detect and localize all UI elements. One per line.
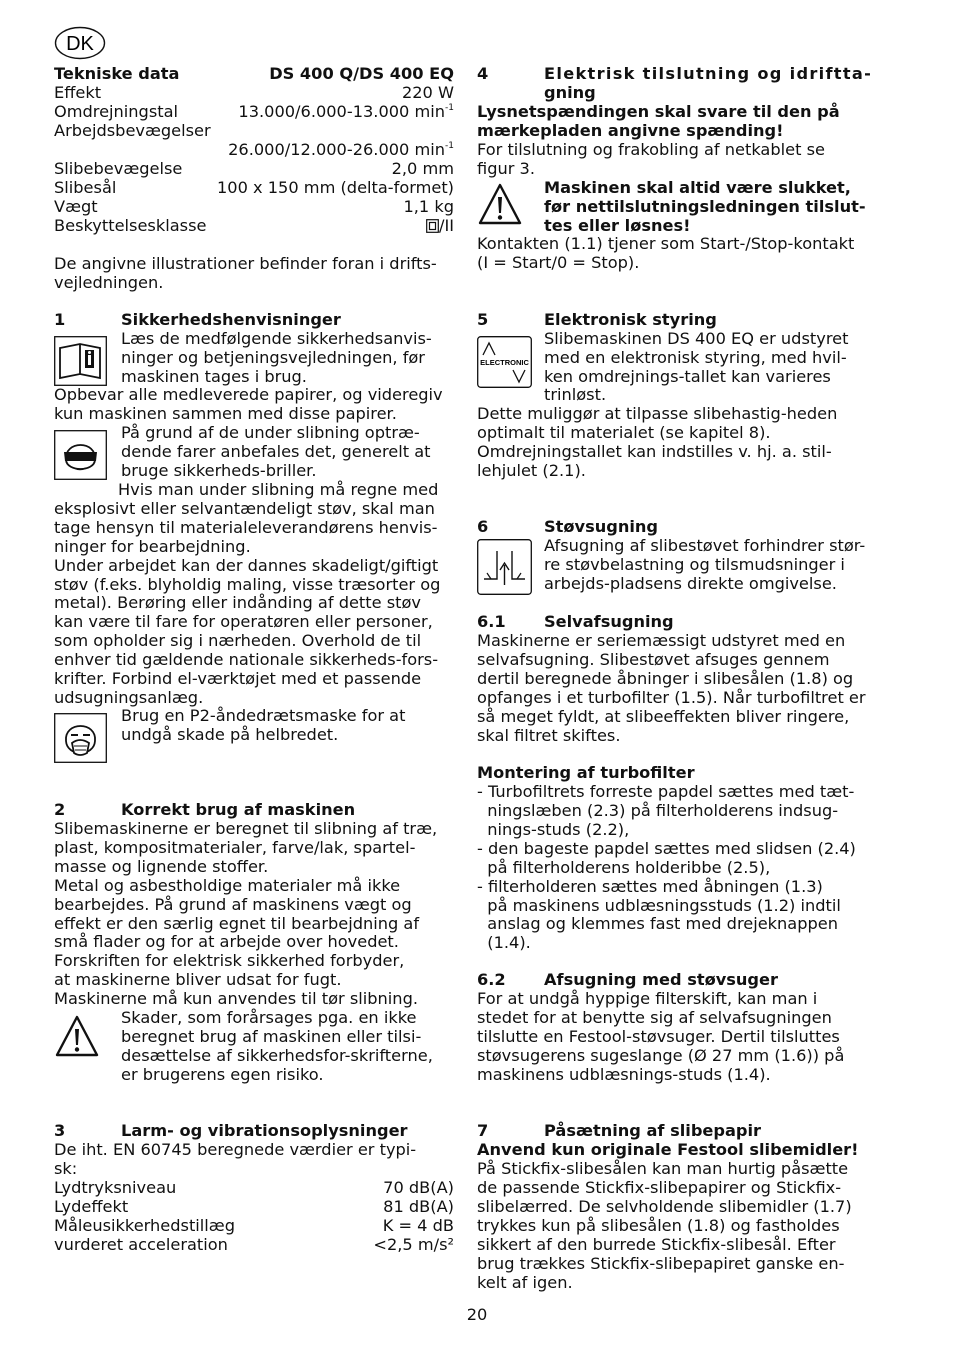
section-number: 6.1 <box>477 612 506 631</box>
tech-note: vejledningen. <box>54 273 164 292</box>
paragraph-line: Forskriften for elektrisk sikkerhed forbyder, <box>54 951 405 970</box>
paragraph-line: Brug en P2-åndedrætsmaske for at <box>121 706 406 725</box>
paragraph-line: tilslutte en Festool-støvsuger. Dertil tilsluttes <box>477 1027 840 1046</box>
paragraph-line: lehjulet (2.1). <box>477 461 586 480</box>
list-line: anslag og klemmes fast med drejeknappen <box>477 914 838 933</box>
paragraph-line: Afsugning af slibestøvet forhindrer stør- <box>544 536 866 555</box>
paragraph-line: For tilslutning og frakobling af netkablet se <box>477 140 825 159</box>
model-name: DS 400 Q/DS 400 EQ <box>269 64 454 83</box>
paragraph-line: Maskinerne må kun anvendes til tør slibning. <box>54 989 418 1008</box>
tech-row: Arbejdsbevægelser <box>54 121 211 140</box>
paragraph-line: Slibemaskinen DS 400 EQ er udstyret <box>544 329 849 348</box>
tech-note: De angivne illustrationer befinder foran i drifts- <box>54 254 437 273</box>
paragraph-line: udsugningsanlæg. <box>54 688 204 707</box>
section-number: 4 <box>477 64 489 83</box>
paragraph-line: undgå skade på helbredet. <box>121 725 339 744</box>
section-title: Afsugning med støvsuger <box>544 970 778 989</box>
paragraph-line: kan være til fare for operatøren eller personer, <box>54 612 433 631</box>
paragraph-line: plast, kompositmaterialer, farve/lak, spartel- <box>54 838 416 857</box>
paragraph-line: effekt er den særlig egnet til bearbejdning af <box>54 914 420 933</box>
paragraph-line: På Stickfix-slibesålen kan man hurtig påsætte <box>477 1159 849 1178</box>
paragraph-line: at maskinerne bliver udsat for fugt. <box>54 970 342 989</box>
page-number: 20 <box>466 1305 488 1324</box>
language-badge <box>54 26 106 60</box>
list-line: nings-studs (2.2), <box>477 820 630 839</box>
paragraph-line: de passende Stickfix-slibepapirer og Stickfix- <box>477 1178 842 1197</box>
section-title: Støvsugning <box>544 517 659 536</box>
warning-line: før nettilslutningsledningen tilslut- <box>544 197 866 216</box>
warning-line: Maskinen skal altid være slukket, <box>544 178 851 197</box>
bold-line: mærkepladen angivne spænding! <box>477 121 784 140</box>
paragraph-line: trinløst. <box>544 385 607 404</box>
tech-heading: Tekniske data <box>54 64 180 83</box>
list-line: - filterholderen sættes med åbningen (1.3) <box>477 877 823 896</box>
paragraph-line: dende farer anbefales det, generelt at <box>121 442 431 461</box>
paragraph-line: metal). Berøring eller indånding af dette støv <box>54 593 421 612</box>
section-number: 5 <box>477 310 489 329</box>
paragraph-line: skal filtret skiftes. <box>477 726 621 745</box>
paragraph-line: arbejds-pladsens direkte omgivelse. <box>544 574 837 593</box>
paragraph-line: (I = Start/0 = Stop). <box>477 253 640 272</box>
section-title: Sikkerhedshenvisninger <box>121 310 341 329</box>
paragraph-line: kelt af igen. <box>477 1273 573 1292</box>
paragraph-line: Kontakten (1.1) tjener som Start-/Stop-kontakt <box>477 234 855 253</box>
paragraph-line: Metal og asbestholdige materialer må ikke <box>54 876 401 895</box>
noise-row: Lydtryksniveau 70 dB(A) <box>54 1178 454 1197</box>
paragraph-line: Dette muliggør at tilpasse slibehastig-heden <box>477 404 838 423</box>
tech-row: Omdrejningstal 13.000/6.000-13.000 $\min^{-1}$ <box>54 102 454 121</box>
paragraph-line: enhver tid gældende nationale sikkerheds-fors- <box>54 650 439 669</box>
section-number: 6 <box>477 517 489 536</box>
paragraph-line: Læs de medfølgende sikkerhedsanvis- <box>121 329 432 348</box>
section-title: Elektronisk styring <box>544 310 717 329</box>
list-line: på filterholderens holderibbe (2.5), <box>477 858 771 877</box>
read-manual-icon <box>54 336 107 386</box>
paragraph-line: Under arbejdet kan der dannes skadeligt/giftigt <box>54 556 439 575</box>
paragraph-line: masse og lignende stoffer. <box>54 857 269 876</box>
paragraph-line: Hvis man under slibning må regne med <box>118 480 439 499</box>
paragraph-line: På grund af de under slibning optræ- <box>121 423 420 442</box>
section-title: Elektrisk tilslutning og idriftta- <box>544 64 873 83</box>
paragraph-line: slibelærred. De selvholdende slibemidler (1.7) <box>477 1197 852 1216</box>
warning-line: tes eller løsnes! <box>544 216 691 235</box>
noise-row: Måleusikkerhedstillæg K = 4 dB <box>54 1216 454 1235</box>
protection-class-icon <box>426 219 439 233</box>
paragraph-line: ninger for bearbejdning. <box>54 537 251 556</box>
tech-row: Slibebevægelse 2,0 mm <box>54 159 454 178</box>
list-line: - den bageste papdel sættes med slidsen (2.4) <box>477 839 856 858</box>
paragraph-line: eksplosivt eller selvantændeligt støv, skal man <box>54 499 435 518</box>
respirator-mask-icon <box>54 713 107 763</box>
paragraph-line: kun maskinen sammen med disse papirer. <box>54 404 397 423</box>
section-number: 6.2 <box>477 970 506 989</box>
list-line: - Turbofiltrets forreste papdel sættes med tæt- <box>477 782 855 801</box>
noise-row: vurderet acceleration <2,5 m/s² <box>54 1235 454 1254</box>
dust-extraction-icon <box>477 539 532 595</box>
tech-row: Effekt 220 W <box>54 83 454 102</box>
paragraph-line: tage hensyn til materialeleverandørens henvis- <box>54 518 438 537</box>
tech-row: Beskyttelsesklasse /II <box>54 216 454 235</box>
paragraph-line: så meget fyldt, at slibeeffekten bliver ringere, <box>477 707 850 726</box>
paragraph-line: re støvbelastning og tilsmudsninger i <box>544 555 845 574</box>
paragraph-line: som opholder sig i nærheden. Overhold de til <box>54 631 422 650</box>
section-title-cont: gning <box>544 83 596 102</box>
bold-line: Lysnetspændingen skal svare til den på <box>477 102 840 121</box>
paragraph-line: er brugerens egen risiko. <box>121 1065 324 1084</box>
paragraph-line: dertil beregnede åbninger i slibesålen (1.8) og <box>477 669 854 688</box>
paragraph-line: sk: <box>54 1159 78 1178</box>
paragraph-line: Slibemaskinerne er beregnet til slibning af træ, <box>54 819 438 838</box>
paragraph-line: bruge sikkerheds-briller. <box>121 461 317 480</box>
section-title: Selvafsugning <box>544 612 674 631</box>
paragraph-line: brug trækkes Stickfix-slibepapiret ganske en- <box>477 1254 845 1273</box>
section-number: 7 <box>477 1121 489 1140</box>
paragraph-line: krifter. Forbind el-værktøjet med et passende <box>54 669 422 688</box>
paragraph-line: Maskinerne er seriemæssigt udstyret med en <box>477 631 846 650</box>
paragraph-line: For at undgå hyppige filterskift, kan man i <box>477 989 818 1008</box>
section-number: 2 <box>54 800 66 819</box>
tech-row: Vægt 1,1 kg <box>54 197 454 216</box>
paragraph-line: støvsugerens sugeslange (Ø 27 mm (1.6)) på <box>477 1046 845 1065</box>
tech-row: 26.000/12.000-26.000 $\min^{-1}$ <box>228 140 454 159</box>
paragraph-line: De iht. EN 60745 beregnede værdier er typi- <box>54 1140 417 1159</box>
paragraph-line: ninger og betjeningsvejledningen, før <box>121 348 425 367</box>
noise-row: Lydeffekt 81 dB(A) <box>54 1197 454 1216</box>
list-line: på maskinens udblæsningsstuds (1.2) indtil <box>477 896 841 915</box>
paragraph-line: stedet for at benytte sig af selvafsugningen <box>477 1008 832 1027</box>
paragraph-line: Opbevar alle medleverede papirer, og videregiv <box>54 385 443 404</box>
safety-goggles-icon <box>54 430 107 480</box>
paragraph-line: Skader, som forårsages pga. en ikke <box>121 1008 417 1027</box>
section-title: Påsætning af slibepapir <box>544 1121 762 1140</box>
paragraph-line: selvafsugning. Slibestøvet afsuges gennem <box>477 650 830 669</box>
electronic-control-icon <box>477 336 532 388</box>
language-code: DK <box>66 33 94 55</box>
paragraph-line: sikkert af den burrede Stickfix-slibesål. Efter <box>477 1235 836 1254</box>
list-line: (1.4). <box>477 933 531 952</box>
list-line: ningslæben (2.3) på filterholderens indsug- <box>477 801 839 820</box>
paragraph-line: med en elektronisk styring, med hvil- <box>544 348 847 367</box>
paragraph-line: optimalt til materialet (se kapitel 8). <box>477 423 771 442</box>
paragraph-line: maskinen tages i brug. <box>121 367 307 386</box>
warning-icon <box>477 182 523 226</box>
paragraph-line: beregnet brug af maskinen eller tilsi- <box>121 1027 422 1046</box>
paragraph-line: Omdrejningstallet kan indstilles v. hj. a. stil- <box>477 442 832 461</box>
electronic-label: ELECTRONIC <box>480 358 529 367</box>
paragraph-line: ken omdrejnings-tallet kan varieres <box>544 367 831 386</box>
warning-icon <box>54 1014 100 1058</box>
paragraph-line: bearbejdes. På grund af maskinens vægt og <box>54 895 412 914</box>
paragraph-line: opfanges i et turbofilter (1.5). Når turbofiltret er <box>477 688 866 707</box>
paragraph-line: figur 3. <box>477 159 535 178</box>
paragraph-line: støv (f.eks. blyholdig maling, visse træsorter og <box>54 575 441 594</box>
paragraph-line: trykkes kun på slibesålen (1.8) og fastholdes <box>477 1216 840 1235</box>
section-title: Larm- og vibrationsoplysninger <box>121 1121 408 1140</box>
bold-line: Anvend kun originale Festool slibemidler! <box>477 1140 859 1159</box>
section-title: Korrekt brug af maskinen <box>121 800 356 819</box>
tech-row: Slibesål 100 x 150 mm (delta-formet) <box>54 178 454 197</box>
section-number: 1 <box>54 310 66 329</box>
paragraph-line: små flader og for at arbejde over hovedet. <box>54 932 399 951</box>
section-number: 3 <box>54 1121 66 1140</box>
subheading: Montering af turbofilter <box>477 763 695 782</box>
paragraph-line: maskinens udblæsnings-studs (1.4). <box>477 1065 771 1084</box>
paragraph-line: desættelse af sikkerhedsfor-skrifterne, <box>121 1046 433 1065</box>
